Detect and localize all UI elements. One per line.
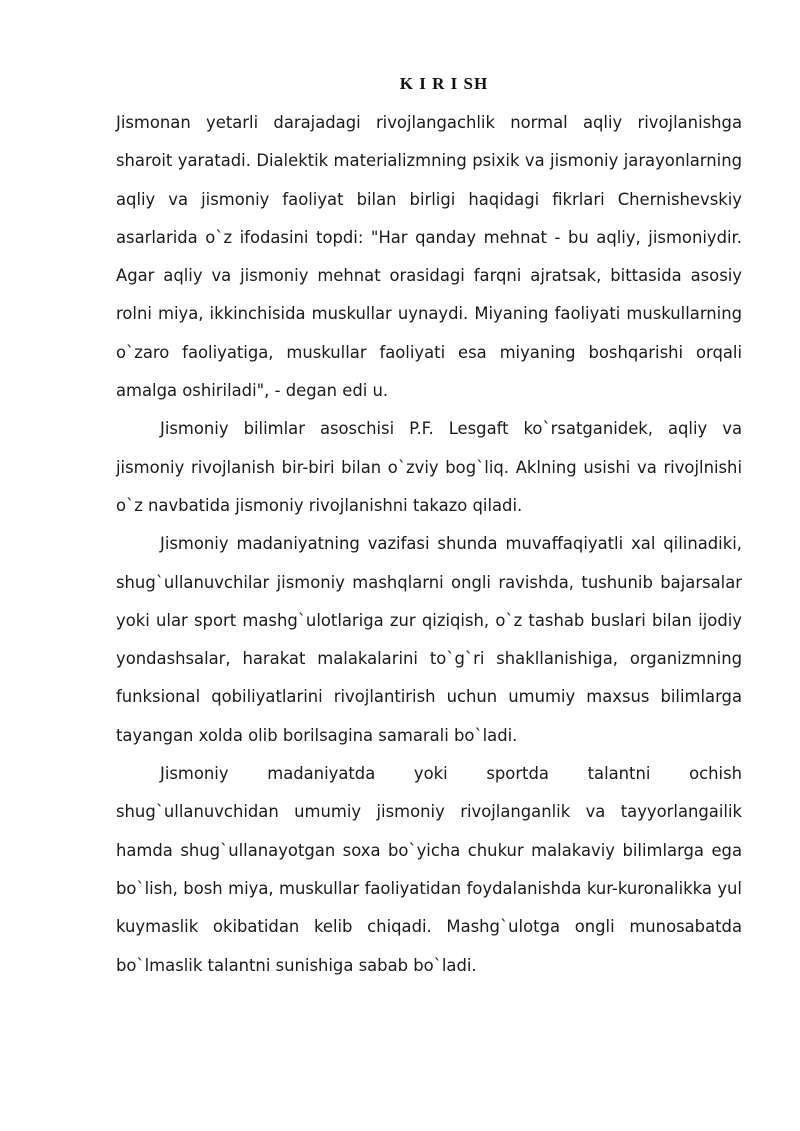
paragraph-physical-culture: Jismoniy madaniyatning vazifasi shunda muvaffaqiyatli xal qilinadiki, shug`ullanuvchilar jismoniy mashqlarni ongli ravishda, tushunib bajarsalar yoki ular sport mashg`ulotlariga zur qiziqish, o`z tashab buslari bilan ijodiy yondashsalar, harakat malakalarini to`g`ri shakllanishiga, organizmning funksional qobiliyatlarini rivojlantirish uchun umumiy maxsus bilimlarga tayangan xolda olib borilsagina samarali bo`ladi. xyxy=(116,534,742,745)
paragraph-talent: Jismoniy madaniyatda yoki sportda talantni ochish shug`ullanuvchidan umumiy jismoniy rivojlanganlik va tayyorlangailik hamda shug`ullanayotgan soxa bo`yicha chukur malakaviy bilimlarga ega bo`lish, bosh miya, muskullar faoliyatidan foydalanishda kur-kuronalikka yul kuymaslik okibatidan kelib chiqadi. Mashg`ulotga ongli munosabatda bo`lmaslik talantni sunishiga sabab bo`ladi. xyxy=(116,764,742,975)
document-body xyxy=(116,104,742,985)
paragraph-lesgaft: Jismoniy bilimlar asoschisi P.F. Lesgaft ko`rsatganidek, aqliy va jismoniy rivojlanish bir-biri bilan o`zviy bog`liq. Aklning usishi va rivojlnishi o`z navbatida jismoniy rivojlanishni takazo qiladi. xyxy=(116,419,742,515)
paragraph-intro: Jismonan yetarli darajadagi rivojlangachlik normal aqliy rivojlanishga sharoit yaratadi. Dialektik materializmning psixik va jismoniy jarayonlarning aqliy va jismoniy faoliyat bilan birligi haqidagi fikrlari Chernishevskiy asarlarida o`z ifodasini topdi: "Har qanday mehnat - bu aqliy, jismoniydir. Agar aqliy va jismoniy mehnat orasidagi farqni ajratsak, bittasida asosiy rolni miya, ikkinchisida muskullar uynaydi. Miyaning faoliyati muskullarning o`zaro faoliyatiga, muskullar faoliyati esa miyaning boshqarishi orqali amalga oshiriladi", - degan edi u. xyxy=(116,113,742,401)
page-title: K I R I SH xyxy=(399,74,489,93)
